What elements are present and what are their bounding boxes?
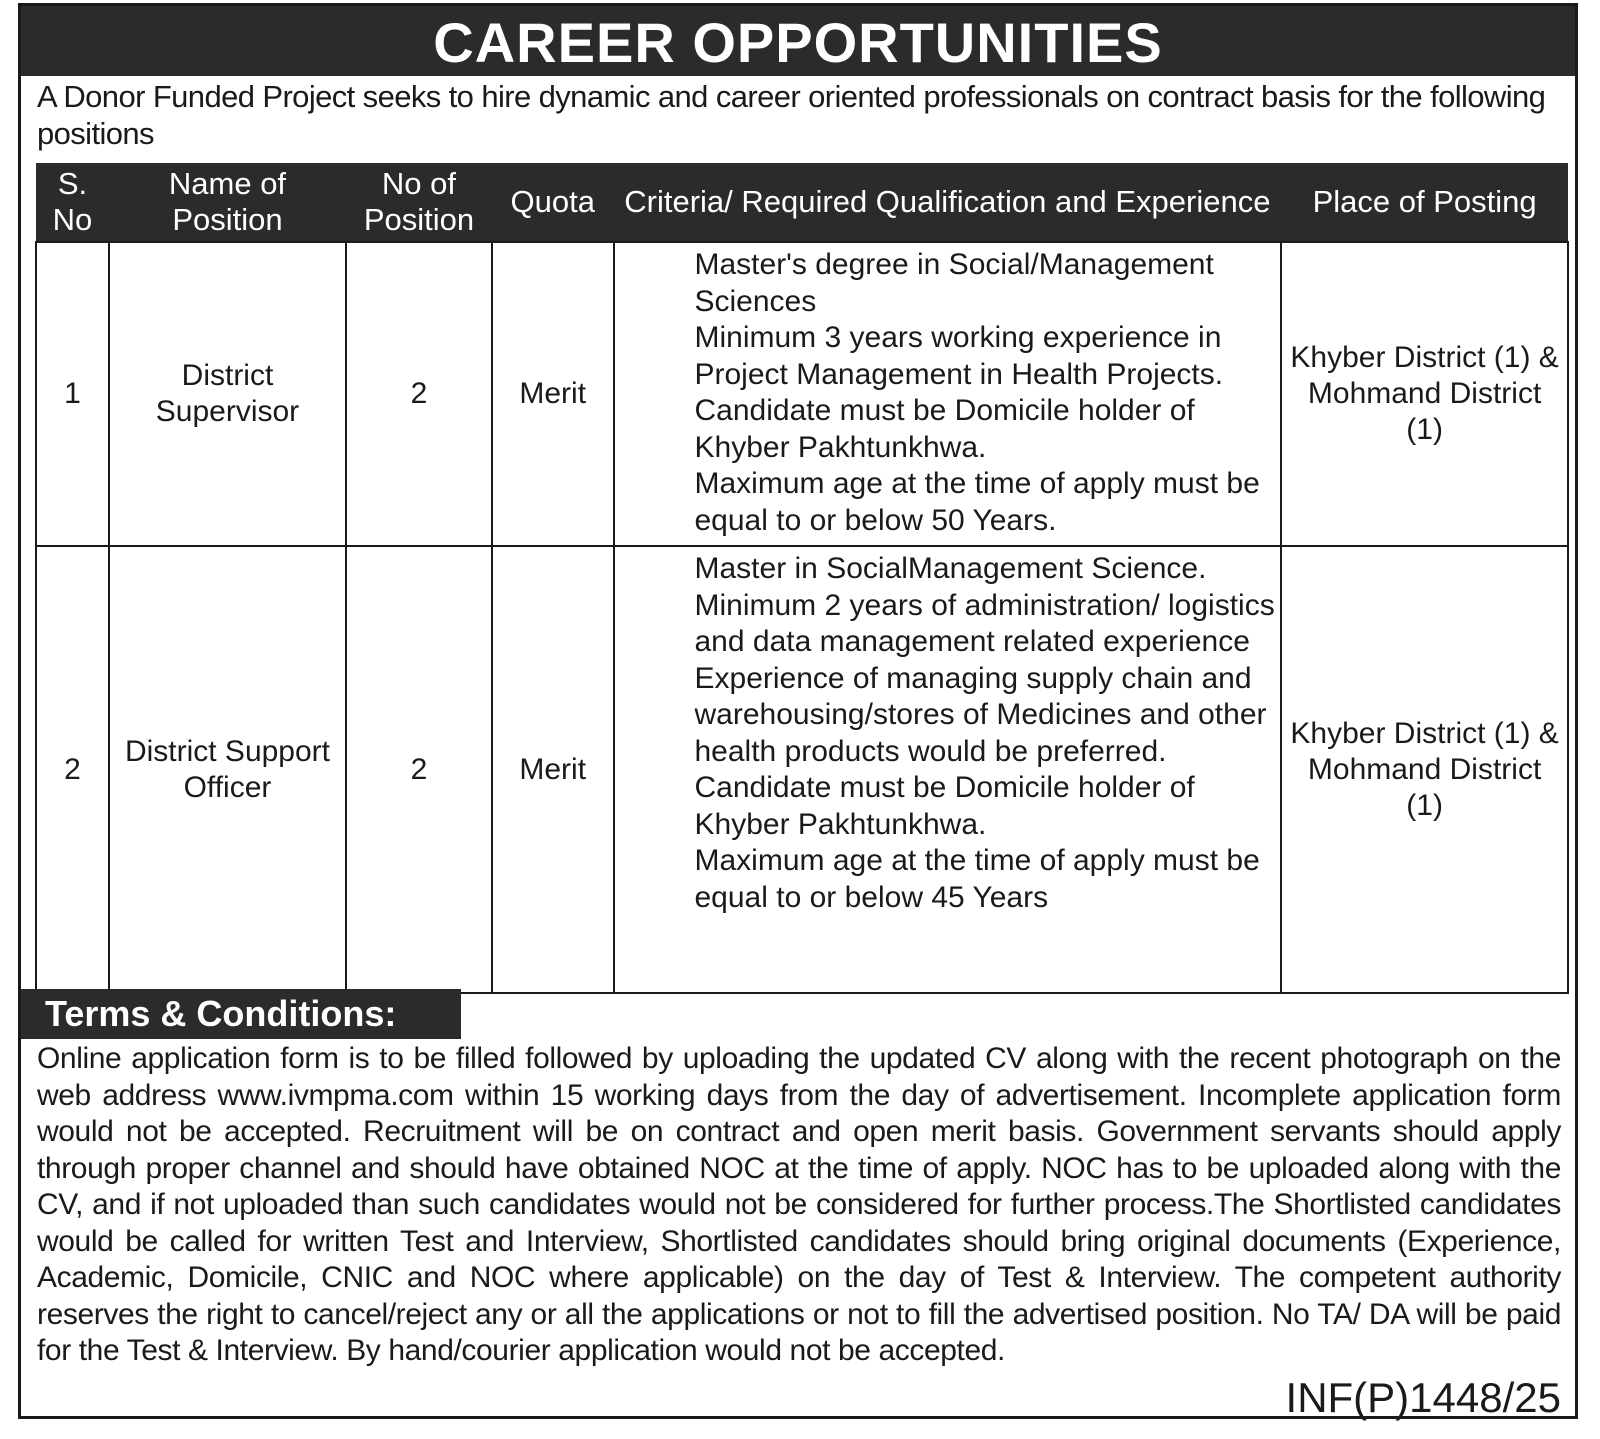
criteria-item: Master in SocialManagement Science. bbox=[694, 552, 1207, 585]
header-position-count: No of Position bbox=[346, 163, 492, 242]
criteria-item: Maximum age at the time of apply must be equal to or below 45 Years bbox=[694, 844, 1260, 914]
cell-position-name: District Supervisor bbox=[109, 242, 346, 546]
cell-quota: Merit bbox=[492, 242, 614, 546]
table-row bbox=[36, 546, 1568, 993]
terms-heading: Terms & Conditions: bbox=[21, 989, 461, 1039]
cell-position-name: District Support Officer bbox=[109, 546, 346, 993]
criteria-item: Candidate must be Domicile holder of Khyber Pakhtunkhwa. bbox=[694, 394, 1195, 464]
cell-criteria bbox=[614, 546, 1282, 993]
criteria-item: Minimum 3 years working experience in Project Management in Health Projects. bbox=[694, 321, 1224, 391]
reference-code: INF(P)1448/25 bbox=[1285, 1374, 1561, 1421]
criteria-item: Master's degree in Social/Management Sciences bbox=[694, 248, 1214, 318]
cell-position-count: 2 bbox=[346, 546, 492, 993]
criteria-item: Maximum age at the time of apply must be equal to or below 50 Years. bbox=[694, 467, 1260, 537]
header-sno: S. No bbox=[36, 163, 109, 242]
table-header-row bbox=[36, 163, 1568, 242]
cell-criteria bbox=[614, 242, 1282, 546]
cell-sno: 1 bbox=[36, 242, 109, 546]
cell-quota: Merit bbox=[492, 546, 614, 993]
criteria-item: Experience of managing supply chain and warehousing/stores of Medicines and other health products would be preferred. bbox=[694, 661, 1267, 768]
positions-table bbox=[35, 163, 1569, 994]
cell-posting: Khyber District (1) & Mohmand District (1) bbox=[1281, 242, 1568, 546]
header-criteria: Criteria/ Required Qualification and Experience bbox=[614, 163, 1282, 242]
header-quota: Quota bbox=[492, 163, 614, 242]
criteria-item: Minimum 2 years of administration/ logistics and data management related experience bbox=[694, 588, 1275, 658]
page-title: CAREER OPPORTUNITIES bbox=[21, 6, 1575, 76]
header-posting: Place of Posting bbox=[1281, 163, 1568, 242]
header-position-name: Name of Position bbox=[109, 163, 346, 242]
terms-body bbox=[37, 1041, 1561, 1370]
cell-position-count: 2 bbox=[346, 242, 492, 546]
advertisement-frame bbox=[18, 3, 1578, 1419]
table-row bbox=[36, 242, 1568, 546]
terms-text: Online application form is to be filled followed by uploading the updated CV along with the recent photograph on the web address www.ivmpma.com within 15 working days from the day of advertisement. Incomplete application form would not be accepted. Recruitment will be on contract and open merit basis. Government servants should apply through proper channel and should have obtained NOC at the time of apply. NOC has to be uploaded along with the CV, and if not uploaded than such candidates would not be considered for further process.The Shortlisted candidates would be called for written Test and Interview, Shortlisted candidates should bring original documents (Experience, Academic, Domicile, CNIC and NOC where applicable) on the day of Test & Interview. The competent authority reserves the right to cancel/reject any or all the applications or not to fill the advertised position. No TA/ DA will be paid for the Test & Interview. By hand/courier application would not be accepted. bbox=[37, 1042, 1561, 1367]
cell-posting: Khyber District (1) & Mohmand District (1) bbox=[1281, 546, 1568, 993]
intro-text: A Donor Funded Project seeks to hire dynamic and career oriented professionals on contract basis for the following positions bbox=[37, 79, 1546, 151]
criteria-item: Candidate must be Domicile holder of Khyber Pakhtunkhwa. bbox=[694, 771, 1195, 841]
cell-sno: 2 bbox=[36, 546, 109, 993]
